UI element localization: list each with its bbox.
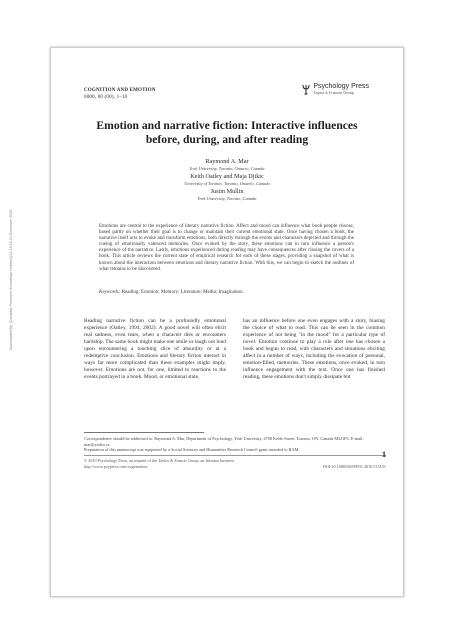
abstract-text: Emotions are central to the experience of literary narrative fiction. Affect and mood can influence what book people choose, based partly on whether their goal is to change or maintain their current emotional state. Once having chosen a book, the narrative itself acts to evoke and transform emotions, both directly through the events and characters depicted and through the cueing of emotionally valenced memories. Once evoked by the story, these emotions can in turn influence a person's experience of the narrative. Lastly, emotions experienced during reading may have consequences after closing the covers of a book. This article reviews the current state of empirical research for each of these stages, providing a snapshot of what is known about the interaction between emotions and literary narrative fiction. With this, we can begin to sketch the outlines of what remains to be discovered. xyxy=(99,224,354,272)
paper-title: Emotion and narrative fiction: Interactive influences before, during, and after reading xyxy=(96,119,358,146)
journal-issue: 0000, 00 (00), 1–10 xyxy=(84,94,128,100)
body-column-left xyxy=(84,318,226,381)
author-name: Keith Oatley and Maja Djikic xyxy=(190,173,264,181)
body-column-right xyxy=(243,318,385,381)
keywords-text: Reading; Emotion; Memory; Literature; Media; Imagination. xyxy=(121,290,244,295)
footnote-divider xyxy=(84,432,204,433)
publisher-logo xyxy=(302,84,369,96)
footer-divider xyxy=(84,455,386,456)
funding-note: Preparation of this manuscript was supported by a Social Sciences and Humanities Research Council grant awarded to RAM. xyxy=(84,447,300,453)
author-affiliation: York University, Toronto, Canada xyxy=(197,195,257,201)
author-affiliation: York University, Toronto, Ontario, Canada xyxy=(189,165,265,171)
author-name: Justin Mullin xyxy=(210,188,244,196)
journal-header xyxy=(84,88,156,101)
body-paragraph: Reading narrative fiction can be a profoundly emotional experience (Oatley, 1994, 2002). A good novel will often elicit real sadness, even tears, when a character dies or encounters hardship. The same book might make one smile or laugh out loud upon encountering a touching slice of absurdity or at a redemptive conclusion. Emotions and literary fiction interact in ways far more complicated than these examples might imply, however. Emotions are not, for one, limited to reactions to the events portrayed in a book. Mood, or emotional state, xyxy=(84,318,226,381)
keywords-label: Keywords: xyxy=(99,290,121,295)
page-number: 1 xyxy=(382,450,386,459)
author-block xyxy=(79,158,375,203)
author-affiliation: University of Toronto, Toronto, Ontario, Canada xyxy=(184,180,270,186)
journal-name: COGNITION AND EMOTION xyxy=(84,88,156,93)
download-watermark xyxy=(6,160,16,400)
paper-page xyxy=(50,47,404,597)
doi-text: DOI:10.1080/02699931.2010.515151 xyxy=(322,463,386,469)
footnote xyxy=(84,436,384,453)
keywords xyxy=(99,290,354,296)
copyright-text: © 2010 Psychology Press, an imprint of the Taylor & Francis Group, an Informa business xyxy=(84,458,235,463)
correspondence-note: Correspondence should be addressed to: Raymond A. Mar, Department of Psychology, York University, 4700 Keele Street, Toronto, ON, Canada M3J1P3. E-mail: mar@yorku.ca xyxy=(84,436,364,447)
journal-url[interactable]: http://www.psypress.com/cogemotion xyxy=(84,463,148,469)
body-paragraph: has an influence before one even engages with a story, biasing the choice of what to read. This can be seen in the common experience of not being "in the mood" for a particular type of novel. Emotion continue to play a role after one has chosen a book and begun to read, with characters and situations eliciting affect in a number of ways, including the evocation of personal, emotion-filled, memories. These emotions, once evoked, in turn influence engagement with the text. Once one has finished reading, these emotions don't simply dissipate but xyxy=(243,318,385,381)
psychology-press-logo-icon xyxy=(302,84,310,95)
author-name: Raymond A. Mar xyxy=(205,158,249,165)
publisher-name: Psychology Press xyxy=(313,83,369,90)
download-watermark-text: Downloaded By: [Canadian Research Knowledge Network] At: 19:18 23 December 2010 xyxy=(9,209,13,351)
page-footer xyxy=(84,458,386,469)
abstract xyxy=(99,224,354,273)
publisher-subtitle: Taylor & Francis Group xyxy=(313,90,355,95)
